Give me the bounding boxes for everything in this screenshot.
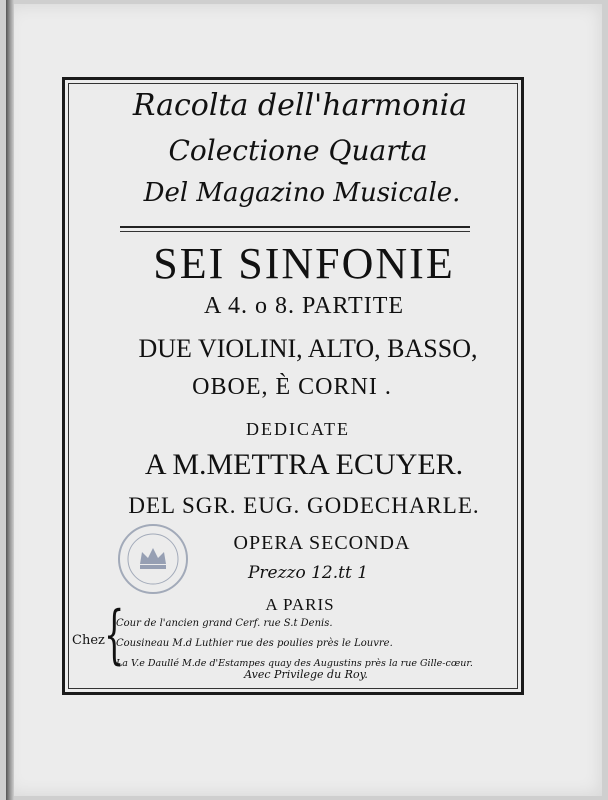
- composer-line: DEL SGR. EUG. GODECHARLE.: [128, 493, 480, 518]
- price-line: Prezzo 12.tt 1: [247, 563, 369, 583]
- imprint-address2: Cousineau M.d Luthier rue des poulies près le Louvre.: [116, 638, 393, 649]
- collection-title-line2: Colectione Quarta: [168, 134, 428, 167]
- parts-line: A 4. o 8. PARTITE: [203, 293, 405, 319]
- instruments-line1: DUE VIOLINI, ALTO, BASSO,: [138, 334, 478, 363]
- brace-glyph: {: [104, 598, 125, 672]
- dedicate-label: DEDICATE: [246, 419, 350, 439]
- instruments-line2: OBOE, È CORNI .: [192, 374, 392, 400]
- imprint-place: A PARIS: [265, 595, 335, 614]
- privilege-line: Avec Privilege du Roy.: [244, 668, 368, 681]
- crown-stamp-icon: [120, 526, 186, 592]
- imprint-chez: Chez: [72, 633, 105, 648]
- library-stamp: [118, 524, 188, 594]
- collection-title-line1: Racolta dell'harmonia: [132, 88, 468, 123]
- imprint-address1: Cour de l'ancien grand Cerf. rue S.t Denis.: [116, 618, 333, 629]
- work-heading: SEI SINFONIE: [153, 239, 455, 288]
- opus-line: OPERA SECONDA: [233, 532, 411, 554]
- collection-title-line3: Del Magazino Musicale.: [143, 178, 461, 208]
- divider-rule-thin: [120, 231, 470, 232]
- dedicatee-line: A M.METTRA ECUYER.: [144, 448, 464, 481]
- imprint-address3: La V.e Daullé M.de d'Estampes quay des Augustins près la rue Gille-cœur.: [116, 658, 473, 669]
- divider-rule: [120, 226, 470, 228]
